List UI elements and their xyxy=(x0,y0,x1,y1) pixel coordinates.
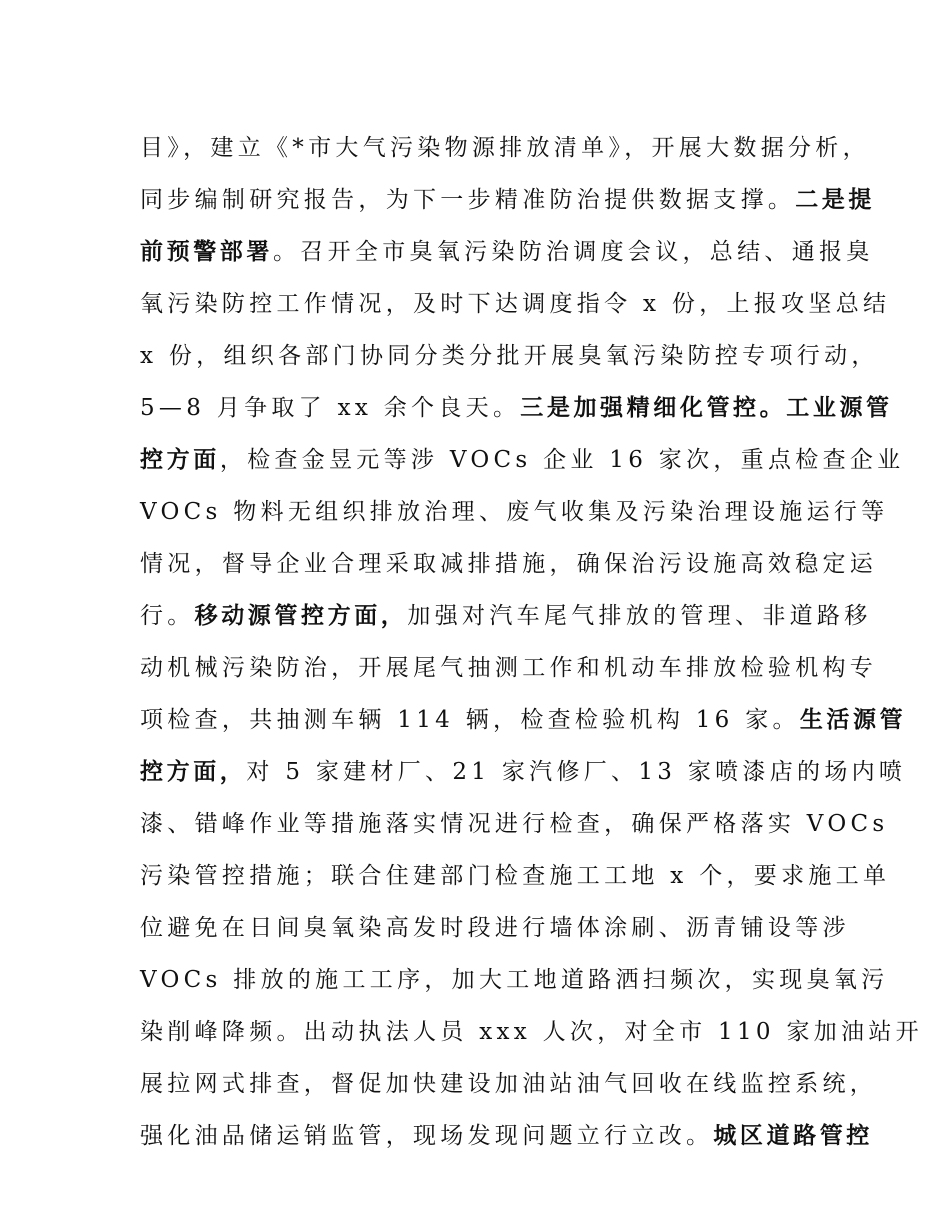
body-text: x 份，组织各部门协同分类分批开展臭氧污染防控专项行动， xyxy=(140,343,879,369)
text-line xyxy=(140,1064,878,1116)
body-text: 污染管控措施；联合住建部门检查施工工地 x 个，要求施工单 xyxy=(140,863,891,889)
body-text: VOCs 排放的施工工序，加大工地道路洒扫频次，实现臭氧污 xyxy=(140,967,889,993)
text-line xyxy=(140,648,878,700)
body-text: 展拉网式排查，督促加快建设加油站油气回收在线监控系统， xyxy=(140,1071,878,1097)
bold-heading-text: 生活源管 xyxy=(799,707,907,733)
body-text: 同步编制研究报告，为下一步精准防治提供数据支撑。 xyxy=(140,187,796,213)
bold-heading-text: 城区道路管控 xyxy=(713,1123,873,1149)
body-text: 项检查，共抽测车辆 114 辆，检查检验机构 16 家。 xyxy=(140,707,800,733)
text-line xyxy=(140,700,907,752)
body-text: 加强对汽车尾气排放的管理、非道路移 xyxy=(407,603,872,629)
body-text: 染削峰降频。出动执法人员 xxx 人次，对全市 110 家加油站开 xyxy=(140,1019,923,1045)
text-line xyxy=(140,1012,923,1064)
body-text: 位避免在日间臭氧染高发时段进行墙体涂刷、沥青铺设等涉 xyxy=(140,915,850,941)
text-line xyxy=(140,596,872,648)
text-line xyxy=(140,960,889,1012)
text-line xyxy=(140,180,876,232)
body-text: VOCs 物料无组织排放治理、废气收集及污染治理设施运行等 xyxy=(140,499,889,525)
body-text: 对 5 家建材厂、21 家汽修厂、13 家喷漆店的场内喷 xyxy=(246,759,907,785)
bold-heading-text: 控方面 xyxy=(140,447,220,473)
bold-heading-text: 移动源管控方面， xyxy=(194,603,408,629)
body-text: 情况，督导企业合理采取减排措施，确保治污设施高效稳定运 xyxy=(140,551,878,577)
body-text: 漆、错峰作业等措施落实情况进行检查，确保严格落实 VOCs xyxy=(140,811,889,837)
text-line xyxy=(140,232,874,284)
document-body xyxy=(140,128,923,1168)
bold-heading-text: 二是提 xyxy=(795,187,876,213)
text-line xyxy=(140,752,907,804)
text-line xyxy=(140,1116,873,1168)
text-line xyxy=(140,388,893,440)
body-text: 强化油品储运销监管，现场发现问题立行立改。 xyxy=(140,1123,714,1149)
text-line xyxy=(140,908,850,960)
text-line xyxy=(140,492,889,544)
body-text: 行。 xyxy=(140,603,195,629)
body-text: 。召开全市臭氧污染防治调度会议，总结、通报臭 xyxy=(273,239,874,265)
body-text: 氧污染防控工作情况，及时下达调度指令 x 份，上报攻坚总结 xyxy=(140,291,891,317)
text-line xyxy=(140,284,891,336)
body-text: 动机械污染防治，开展尾气抽测工作和机动车排放检验机构专 xyxy=(140,655,878,681)
body-text: ，检查金昱元等涉 VOCs 企业 16 家次，重点检查企业 xyxy=(219,447,905,473)
bold-heading-text: 控方面， xyxy=(140,759,247,785)
text-line xyxy=(140,440,905,492)
bold-heading-text: 前预警部署 xyxy=(140,239,273,265)
body-text: 目》，建立《*市大气污染物源排放清单》，开展大数据分析， xyxy=(140,135,870,161)
text-line xyxy=(140,128,870,180)
text-line xyxy=(140,544,878,596)
bold-heading-text: 三是加强精细化管控。工业源管 xyxy=(520,395,893,421)
text-line xyxy=(140,856,891,908)
text-line xyxy=(140,336,879,388)
body-text: 5—8 月争取了 xx 余个良天。 xyxy=(140,395,521,421)
text-line xyxy=(140,804,889,856)
